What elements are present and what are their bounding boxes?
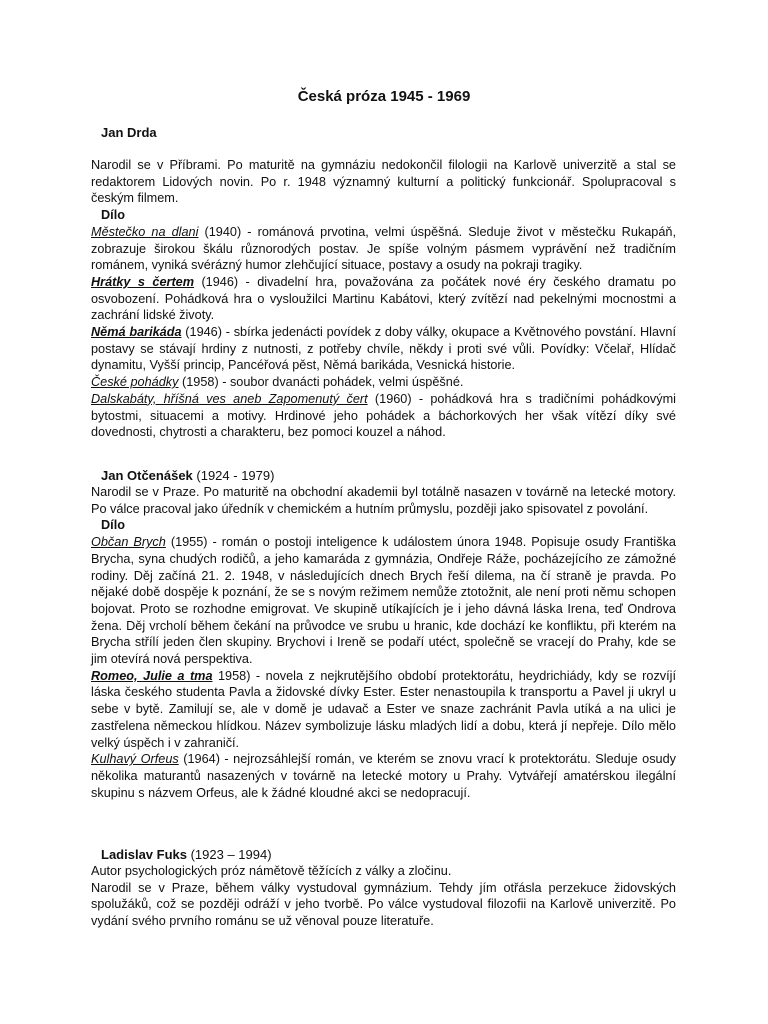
work-text: 1958) - novela z nejkrutějšího období protektorátu, heydrichiády, kdy se rozvíjí láska českého studenta Pavla a židovské dívky Ester. Ester nenastoupila k transportu a Pavel ji ukryl u sebe v bytě. Zamilují se, ale v domě je udavač a Ester ve snaze zachránit Pavla utíká a na ulici je zastřelena německou hlídkou. Název symbolizuje lásku mladých lidí a dobu, která jí nepřeje. Dílo mělo velký úspěch i v zahraničí. (91, 668, 676, 750)
drda-work-3 (91, 324, 676, 374)
work-title: Dalskabáty, hříšná ves aneb Zapomenutý čert (91, 391, 368, 406)
drda-work-2 (91, 274, 676, 324)
work-title: Občan Brych (91, 535, 166, 550)
author-name: Jan Otčenášek (101, 468, 193, 483)
work-title: Romeo, Julie a tma (91, 668, 213, 683)
drda-work-1 (91, 224, 676, 274)
work-text: (1946) - sbírka jedenácti povídek z doby války, okupace a Květnového povstání. Hlavní postavy se stávají hrdiny z nutnosti, z potřeby chvíle, někdy i proti své vůli. Povídky: Včelař, Hlídač dynamitu, Vyšší princip, Pancéřová pěst, Němá barikáda, Vesnická historie. (91, 325, 676, 373)
drda-bio: Narodil se v Příbrami. Po maturitě na gymnáziu nedokončil filologii na Karlově univerzitě a stal se redaktorem Lidových novin. Po r. 1948 významný kulturní a politický funkcionář. Spolupracoval s českým filmem. (91, 158, 676, 206)
work-title: Hrátky s čertem (91, 274, 195, 289)
work-text: (1964) - nejrozsáhlejší román, ve kterém se znovu vrací k protektorátu. Sleduje osudy několika maturantů nasazených v továrně na letecké motory u Prahy. Vytvářejí amatérskou ilegální skupinu s názvem Orfeus, ale k žádné kloudné akci se nedopracují. (91, 752, 676, 800)
author-heading-otcenasek (101, 467, 676, 484)
work-text: (1955) - román o postoji inteligence k událostem února 1948. Popisuje osudy Františka Brycha, syna chudých rodičů, a jeho kamaráda z gymnázia, Ondřeje Ráže, pocházejícího ze zámožné rodiny. Děj začíná 21. 2. 1948, v následujících dnech Brych řeší dilema, na čí straně je pravda. Po nějaké době dospěje k poznání, že se s novým režimem nemůže ztotožnit, ale není proti němu schopen bojovat. Proto se rozhodne emigrovat. Ve skupině utíkajících je i jeho dávná láska Irena, teď Ondrova žena. Děj vrcholí během čekání na průvodce ve srubu u hranic, kde dochází ke konfliktu, při kterém na Brycha střílí jeden člen skupiny. Brychovi i Ireně se podaří utéct, společně se vracejí do Prahy, kde se jim otevírá nová perspektiva. (91, 535, 676, 667)
work-title: Němá barikáda (91, 325, 182, 340)
work-title: České pohádky (91, 375, 179, 390)
work-title: Městečko na dlani (91, 224, 199, 239)
drda-works-heading: Dílo (101, 208, 125, 223)
work-text: (1946) - divadelní hra, považována za počátek nové éry českého dramatu po osvobození. Pohádková hra o vysloužilci Martinu Kabátovi, který zvítězí nad pekelnými mocnostmi a zachrání lidské životy. (91, 274, 676, 323)
work-text: (1958) - soubor dvanácti pohádek, velmi úspěšné. (178, 375, 464, 390)
otcenasek-works-heading: Dílo (101, 518, 125, 533)
fuks-intro: Autor psychologických próz námětově těžících z války a zločinu. (91, 864, 452, 878)
fuks-bio: Narodil se v Praze, během války vystudoval gymnázium. Tehdy jím otřásla perzekuce židovských spolužáků, což se později odráží v jeho tvorbě. Po válce vystudoval filozofii na Karlově univerzitě. Po vydání svého prvního románu se už věnoval pouze literatuře. (91, 880, 676, 929)
drda-work-4 (91, 374, 676, 391)
work-title: Kulhavý Orfeus (91, 752, 179, 767)
section-otcenasek (91, 467, 676, 801)
author-heading-drda: Jan Drda (101, 125, 157, 140)
otcenasek-work-3 (91, 751, 676, 801)
work-text: (1960) - pohádková hra s tradičními pohádkovými bytostmi, situacemi a motivy. Hrdinové jeho pohádek a báchorkových her však vítězí díky své dovednosti, chytrosti a charakteru, bez pomoci kouzel a náhod. (91, 391, 676, 440)
otcenasek-work-1 (91, 534, 676, 668)
otcenasek-work-2 (91, 668, 676, 752)
otcenasek-bio: Narodil se v Praze. Po maturitě na obchodní akademii byl totálně nasazen v továrně na letecké motory. Po válce pracoval jako úředník v chemickém a hutním průmyslu, později jako spisovatel z povolání. (91, 485, 676, 516)
author-heading-fuks (101, 846, 676, 863)
page-title: Česká próza 1945 - 1969 (297, 88, 471, 105)
author-dates: (1923 – 1994) (186, 847, 272, 862)
section-drda (91, 124, 676, 441)
section-fuks (91, 846, 676, 930)
drda-work-5 (91, 391, 676, 441)
author-dates: (1924 - 1979) (192, 468, 275, 483)
work-text: (1940) - románová prvotina, velmi úspěšná. Sleduje život v městečku Rukapáň, zobrazuje širokou škálu různorodých postav. Je spíše volným pásmem vyprávění než tradičním románem, vyniká svérázný humor zlehčující situace, postavy a osudy na pokraji tragiky. (91, 224, 676, 273)
author-name: Ladislav Fuks (101, 847, 187, 862)
